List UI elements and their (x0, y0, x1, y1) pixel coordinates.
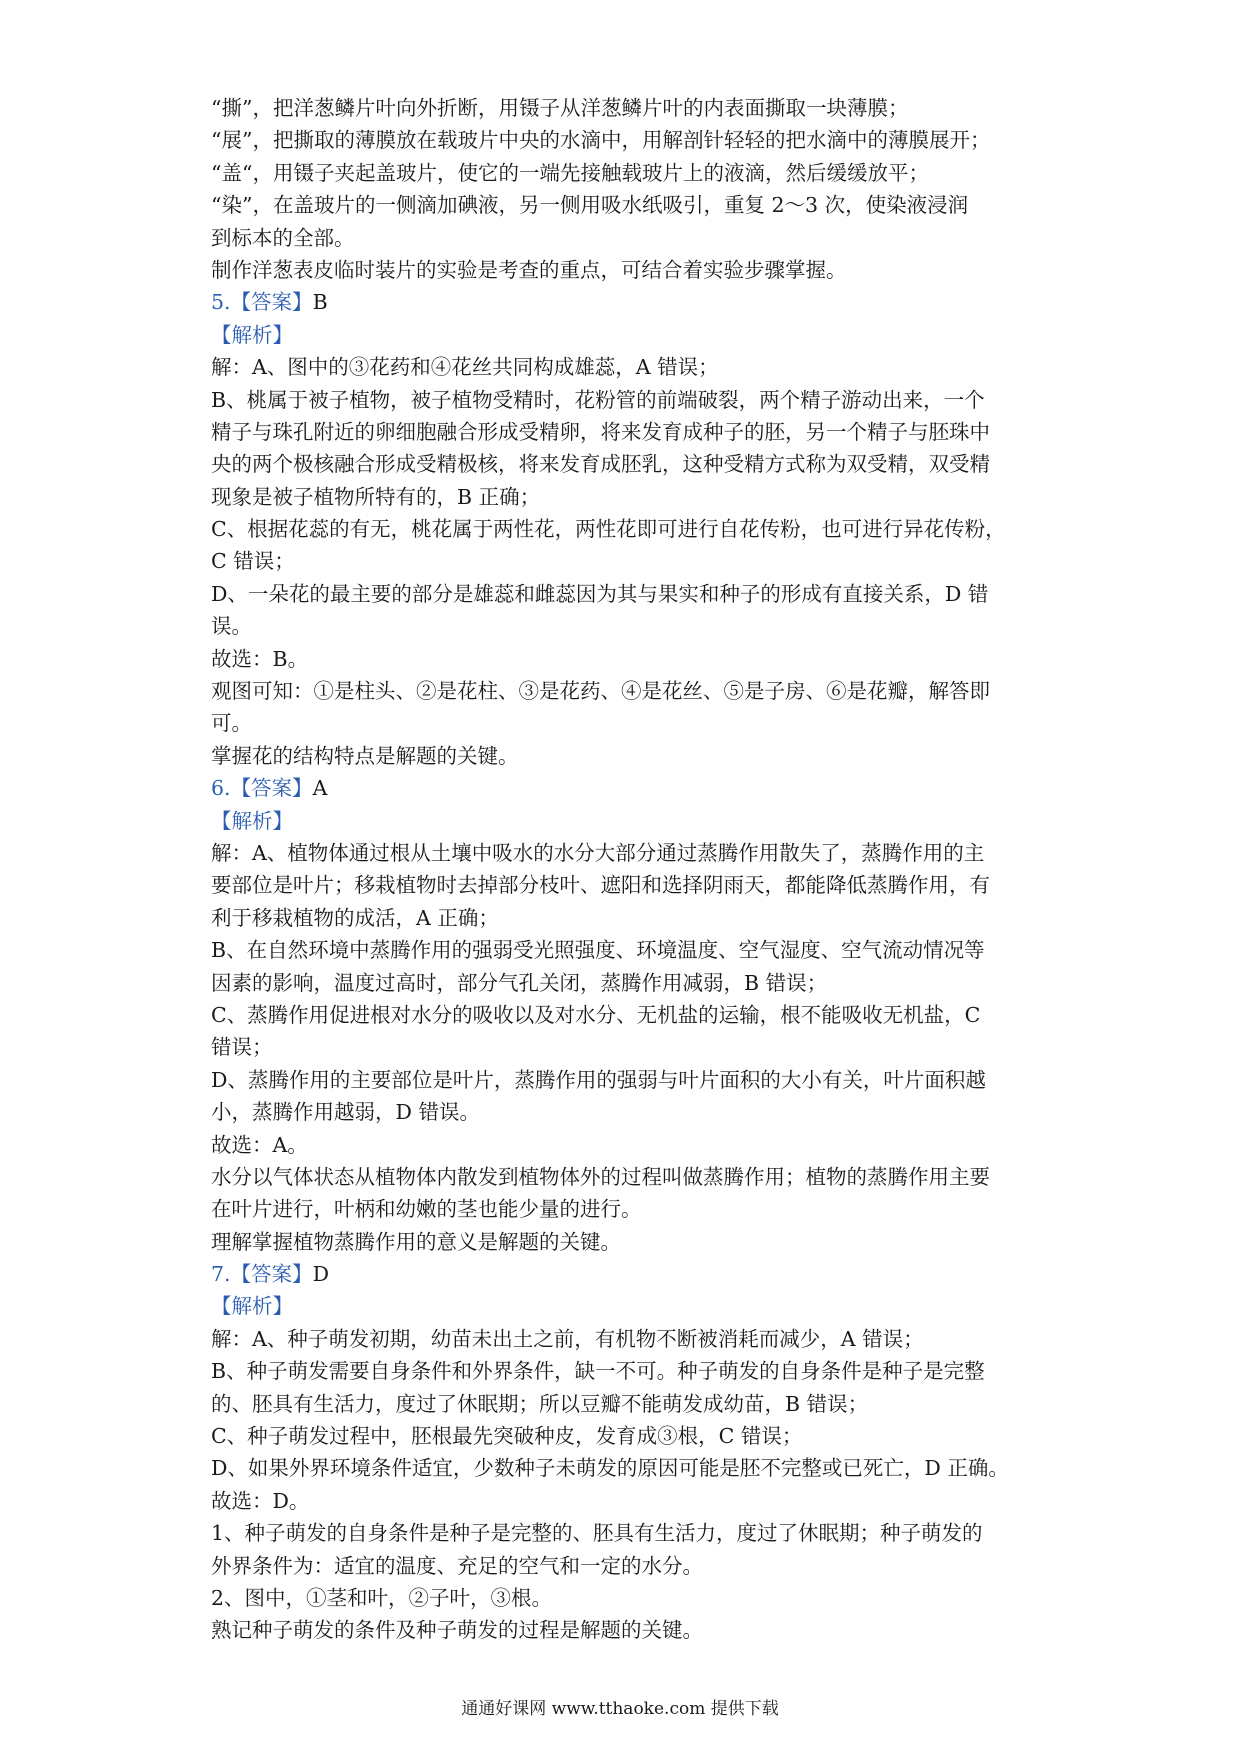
intro-line: “盖“，用镊子夹起盖玻片，使它的一端先接触载玻片上的液滴，然后缓缓放平； (211, 160, 929, 185)
q5-line: 观图可知：①是柱头、②是花柱、③是花药、④是花丝、⑤是子房、⑥是花瓣，解答即 (211, 679, 990, 704)
q6-answer-label: 【答案】 (230, 776, 313, 801)
q5-line: 掌握花的结构特点是解题的关键。 (211, 743, 519, 768)
q7-line: 故选：D。 (211, 1488, 310, 1513)
q7-line: D、如果外界环境条件适宜，少数种子未萌发的原因可能是胚不完整或已死亡，D 正确。 (211, 1456, 1009, 1481)
q7-answer-heading (211, 1258, 1049, 1290)
q5-answer-label: 【答案】 (230, 290, 313, 315)
q5-line: 精子与珠孔附近的卵细胞融合形成受精卵，将来发育成种子的胚，另一个精子与胚珠中 (211, 419, 990, 444)
q6-answer-heading (211, 772, 1049, 804)
intro-line: “染”，在盖玻片的一侧滴加碘液，另一侧用吸水纸吸引，重复 2～3 次，使染液浸润 (211, 193, 969, 218)
q5-number: 5. (211, 290, 231, 315)
q7-number: 7. (211, 1262, 231, 1287)
q7-line: 熟记种子萌发的条件及种子萌发的过程是解题的关键。 (211, 1618, 703, 1643)
q5-line: D、一朵花的最主要的部分是雄蕊和雌蕊因为其与果实和种子的形成有直接关系，D 错 (211, 581, 989, 606)
q6-line: C、蒸腾作用促进根对水分的吸收以及对水分、无机盐的运输，根不能吸收无机盐，C (211, 1002, 981, 1027)
intro-line: “撕”，把洋葱鳞片叶向外折断，用镊子从洋葱鳞片叶的内表面撕取一块薄膜； (211, 96, 909, 120)
q5-line: C 错误； (211, 549, 295, 574)
q7-line: C、种子萌发过程中，胚根最先突破种皮，发育成③根，C 错误； (211, 1424, 803, 1449)
q6-analysis-label: 【解析】 (211, 808, 293, 833)
q6-line: B、在自然环境中蒸腾作用的强弱受光照强度、环境温度、空气湿度、空气流动情况等 (211, 938, 985, 963)
q6-line: 在叶片进行，叶柄和幼嫩的茎也能少量的进行。 (211, 1197, 642, 1222)
q7-line: 解：A、种子萌发初期，幼苗未出土之前，有机物不断被消耗而减少，A 错误； (211, 1326, 924, 1351)
q7-answer-label: 【答案】 (230, 1262, 313, 1287)
q5-line: 故选：B。 (211, 646, 309, 671)
q7-analysis-label: 【解析】 (211, 1294, 293, 1319)
q7-line: B、种子萌发需要自身条件和外界条件，缺一不可。种子萌发的自身条件是种子是完整 (211, 1359, 985, 1384)
q6-line: 理解掌握植物蒸腾作用的意义是解题的关键。 (211, 1229, 621, 1254)
q6-number: 6. (211, 776, 231, 801)
q5-line: 可。 (211, 711, 252, 736)
q5-line: B、桃属于被子植物，被子植物受精时，花粉管的前端破裂，两个精子游动出来，一个 (211, 387, 985, 412)
q6-answer: A (312, 776, 328, 801)
intro-line: 制作洋葱表皮临时装片的实验是考查的重点，可结合着实验步骤掌握。 (211, 257, 847, 282)
q7-line: 的、胚具有生活力，度过了休眠期；所以豆瓣不能萌发成幼苗，B 错误； (211, 1391, 869, 1416)
q6-line: 要部位是叶片；移栽植物时去掉部分枝叶、遮阳和选择阴雨天，都能降低蒸腾作用，有 (211, 873, 990, 898)
q6-line: 水分以气体状态从植物体内散发到植物体外的过程叫做蒸腾作用；植物的蒸腾作用主要 (211, 1164, 990, 1189)
q6-line: 错误； (211, 1035, 273, 1060)
q7-line: 2、图中，①茎和叶，②子叶，③根。 (211, 1585, 553, 1610)
q6-line: 解：A、植物体通过根从土壤中吸水的水分大部分通过蒸腾作用散失了，蒸腾作用的主 (211, 840, 985, 865)
q7-line: 外界条件为：适宜的温度、充足的空气和一定的水分。 (211, 1553, 703, 1578)
document-body (211, 92, 1049, 1647)
q5-line: C、根据花蕊的有无，桃花属于两性花，两性花即可进行自花传粉，也可进行异花传粉， (211, 517, 1006, 542)
q6-line: 因素的影响，温度过高时，部分气孔关闭，蒸腾作用减弱，B 错误； (211, 970, 828, 995)
q7-line: 1、种子萌发的自身条件是种子是完整的、胚具有生活力，度过了休眠期；种子萌发的 (211, 1521, 983, 1546)
q5-analysis-label: 【解析】 (211, 322, 293, 347)
q5-answer-heading (211, 286, 1049, 318)
q6-line: D、蒸腾作用的主要部位是叶片，蒸腾作用的强弱与叶片面积的大小有关，叶片面积越 (211, 1067, 986, 1092)
q6-line: 利于移栽植物的成活，A 正确； (211, 905, 499, 930)
intro-line: “展”，把撕取的薄膜放在载玻片中央的水滴中，用解剖针轻轻的把水滴中的薄膜展开； (211, 128, 991, 153)
q6-line: 故选：A。 (211, 1132, 308, 1157)
q5-line: 央的两个极核融合形成受精极核，将来发育成胚乳，这种受精方式称为双受精，双受精 (211, 452, 990, 477)
q7-answer: D (312, 1262, 329, 1287)
q5-line: 现象是被子植物所特有的，B 正确； (211, 484, 541, 509)
page-footer: 通通好课网 www.tthaoke.com 提供下载 (461, 1699, 779, 1719)
q5-line: 误。 (211, 614, 252, 639)
q5-answer: B (312, 290, 328, 315)
intro-line: 到标本的全部。 (211, 225, 355, 250)
q5-line: 解：A、图中的③花药和④花丝共同构成雄蕊，A 错误； (211, 355, 719, 380)
q6-line: 小，蒸腾作用越弱，D 错误。 (211, 1100, 480, 1125)
